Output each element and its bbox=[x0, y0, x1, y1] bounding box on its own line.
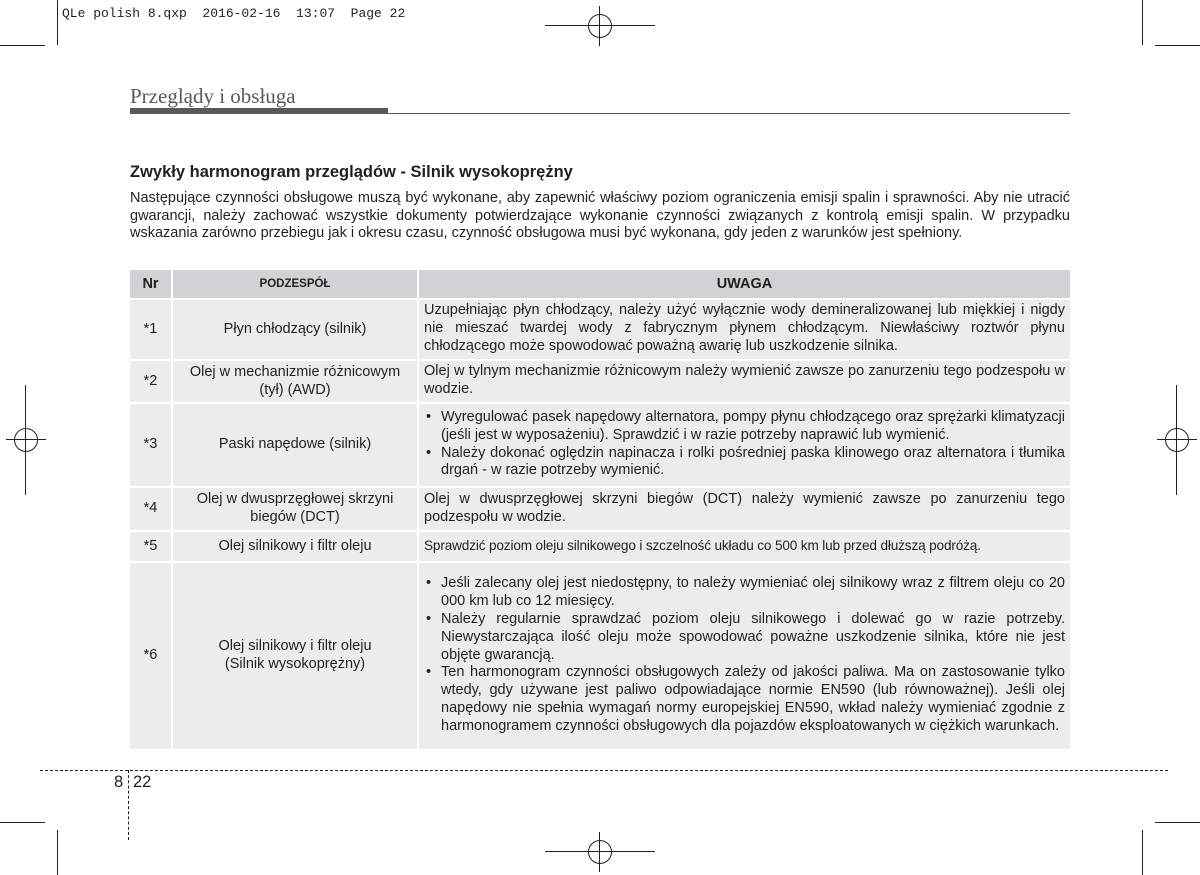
row-number: *5 bbox=[130, 532, 173, 563]
header-rule bbox=[388, 113, 1070, 114]
registration-mark-left-stem bbox=[25, 385, 26, 495]
row-part bbox=[173, 563, 419, 751]
list-item bbox=[424, 445, 1065, 481]
bullet-text: Jeśli zalecany olej jest niedostępny, to należy wymieniać olej silnikowy wraz z filtrem oleju co 20 000 km lub co 12 miesięcy. bbox=[441, 575, 1065, 610]
chapter-number: 8 bbox=[114, 773, 124, 791]
table-row bbox=[130, 361, 1070, 404]
table-row bbox=[130, 404, 1070, 488]
row-note bbox=[419, 563, 1070, 751]
list-item bbox=[424, 575, 1065, 611]
row-number: *3 bbox=[130, 404, 173, 488]
row-part: Olej silnikowy i filtr oleju bbox=[173, 532, 419, 563]
crop-mark bbox=[0, 45, 45, 46]
crop-mark bbox=[1155, 822, 1200, 823]
list-item bbox=[424, 611, 1065, 664]
table-header-row bbox=[130, 270, 1070, 300]
column-header-note: UWAGA bbox=[419, 270, 1070, 300]
bullet-icon: • bbox=[426, 408, 432, 425]
row-note: Sprawdzić poziom oleju silnikowego i szczelność układu co 500 km lub przed dłuższą podróżą. bbox=[419, 532, 1070, 563]
registration-mark-right-stem bbox=[1176, 385, 1177, 495]
row-number: *4 bbox=[130, 488, 173, 532]
table-row bbox=[130, 563, 1070, 751]
registration-mark-right bbox=[1157, 420, 1197, 460]
registration-mark-bottom-stem bbox=[545, 851, 655, 852]
row-note: Uzupełniając płyn chłodzący, należy użyć wyłącznie wody demineralizowanej lub miękkiej i nigdy nie mieszać twardej wody z fabrycznym płynem chłodzącym. Niewłaściwy roztwór płynu chłodzącego może spowodować poważną awarię lub uszkodzenie silnika. bbox=[419, 300, 1070, 361]
row-note bbox=[419, 404, 1070, 488]
header-bar bbox=[130, 108, 388, 114]
crop-mark bbox=[1155, 45, 1200, 46]
registration-mark-left bbox=[6, 420, 46, 460]
row-part: Olej w mechanizmie różnicowym (tył) (AWD) bbox=[173, 361, 419, 404]
row-part-text: Olej silnikowy i filtr oleju (Silnik wysokoprężny) bbox=[218, 638, 372, 672]
bullet-icon: • bbox=[426, 575, 432, 592]
bullet-icon: • bbox=[426, 664, 432, 681]
row-number: *6 bbox=[130, 563, 173, 751]
maintenance-table bbox=[130, 270, 1070, 751]
section-title: Zwykły harmonogram przeglądów - Silnik wysokoprężny bbox=[130, 163, 573, 181]
table-row bbox=[130, 532, 1070, 563]
column-header-part: PODZESPÓŁ bbox=[173, 270, 419, 300]
page-header-title: Przeglądy i obsługa bbox=[130, 84, 296, 108]
page-number-separator bbox=[128, 770, 129, 840]
bullet-text: Wyregulować pasek napędowy alternatora, pompy płynu chłodzącego oraz sprężarki klimatyzacji (jeśli jest w wyposażeniu). Sprawdzić i w razie potrzeby naprawić lub wymienić. bbox=[441, 408, 1065, 443]
table-row bbox=[130, 300, 1070, 361]
page-number: 22 bbox=[133, 773, 152, 791]
bullet-icon: • bbox=[426, 444, 432, 461]
bullet-text: Należy regularnie sprawdzać poziom oleju silnikowego i dolewać go w razie potrzeby. Niewystarczająca ilość oleju może spowodować poważne uszkodzenie silnika, które nie jest objęte gwarancją. bbox=[441, 611, 1065, 663]
row-part: Olej w dwusprzęgłowej skrzyni biegów (DCT) bbox=[173, 488, 419, 532]
column-header-nr: Nr bbox=[130, 270, 173, 300]
row-part: Płyn chłodzący (silnik) bbox=[173, 300, 419, 361]
list-item bbox=[424, 409, 1065, 445]
intro-paragraph: Następujące czynności obsługowe muszą być wykonane, aby zapewnić właściwy poziom ograniczenia emisji spalin i sprawności. Aby nie utracić gwarancji, należy zachować wszystkie dokumenty potwierdzające wykonanie czynności związanych z kontrolą emisji spalin. W przypadku wskazania zarówno przebiegu jak i okresu czasu, czynność obsługowa musi być wykonana, gdy jeden z warunków jest spełniony. bbox=[130, 190, 1070, 242]
crop-mark bbox=[1142, 830, 1143, 875]
table-row bbox=[130, 488, 1070, 532]
footer-rule bbox=[40, 770, 1168, 771]
crop-mark bbox=[57, 830, 58, 875]
crop-mark bbox=[0, 822, 45, 823]
row-number: *1 bbox=[130, 300, 173, 361]
row-note: Olej w dwusprzęgłowej skrzyni biegów (DCT) należy wymienić zawsze po zanurzeniu tego podzespołu w wodzie. bbox=[419, 488, 1070, 532]
print-slug: QLe polish 8.qxp 2016-02-16 13:07 Page 22 bbox=[62, 6, 406, 21]
row-note: Olej w tylnym mechanizmie różnicowym należy wymienić zawsze po zanurzeniu tego podzespołu w wodzie. bbox=[419, 361, 1070, 404]
crop-mark bbox=[57, 0, 58, 45]
list-item bbox=[424, 664, 1065, 735]
bullet-text: Ten harmonogram czynności obsługowych zależy od jakości paliwa. Ma on zastosowanie tylko wtedy, gdy używane jest paliwo odpowiadające normie EN590 (lub równoważnej). Jeśli olej napędowy nie spełnia wymagań normy europejskiej EN590, wkład należy wymieniać zgodnie z harmonogramem czynności obsługowych dla pojazdów eksploatowanych w ciężkich warunkach. bbox=[441, 664, 1065, 734]
crop-mark bbox=[1142, 0, 1143, 45]
registration-mark-top-stem bbox=[545, 25, 655, 26]
row-number: *2 bbox=[130, 361, 173, 404]
row-part: Paski napędowe (silnik) bbox=[173, 404, 419, 488]
registration-mark-top bbox=[580, 6, 620, 46]
bullet-icon: • bbox=[426, 611, 432, 627]
bullet-text: Należy dokonać oględzin napinacza i rolki pośredniej paska klinowego oraz alternatora i tłumika drgań - w razie potrzeby wymienić. bbox=[441, 444, 1065, 479]
registration-mark-bottom bbox=[580, 832, 620, 872]
